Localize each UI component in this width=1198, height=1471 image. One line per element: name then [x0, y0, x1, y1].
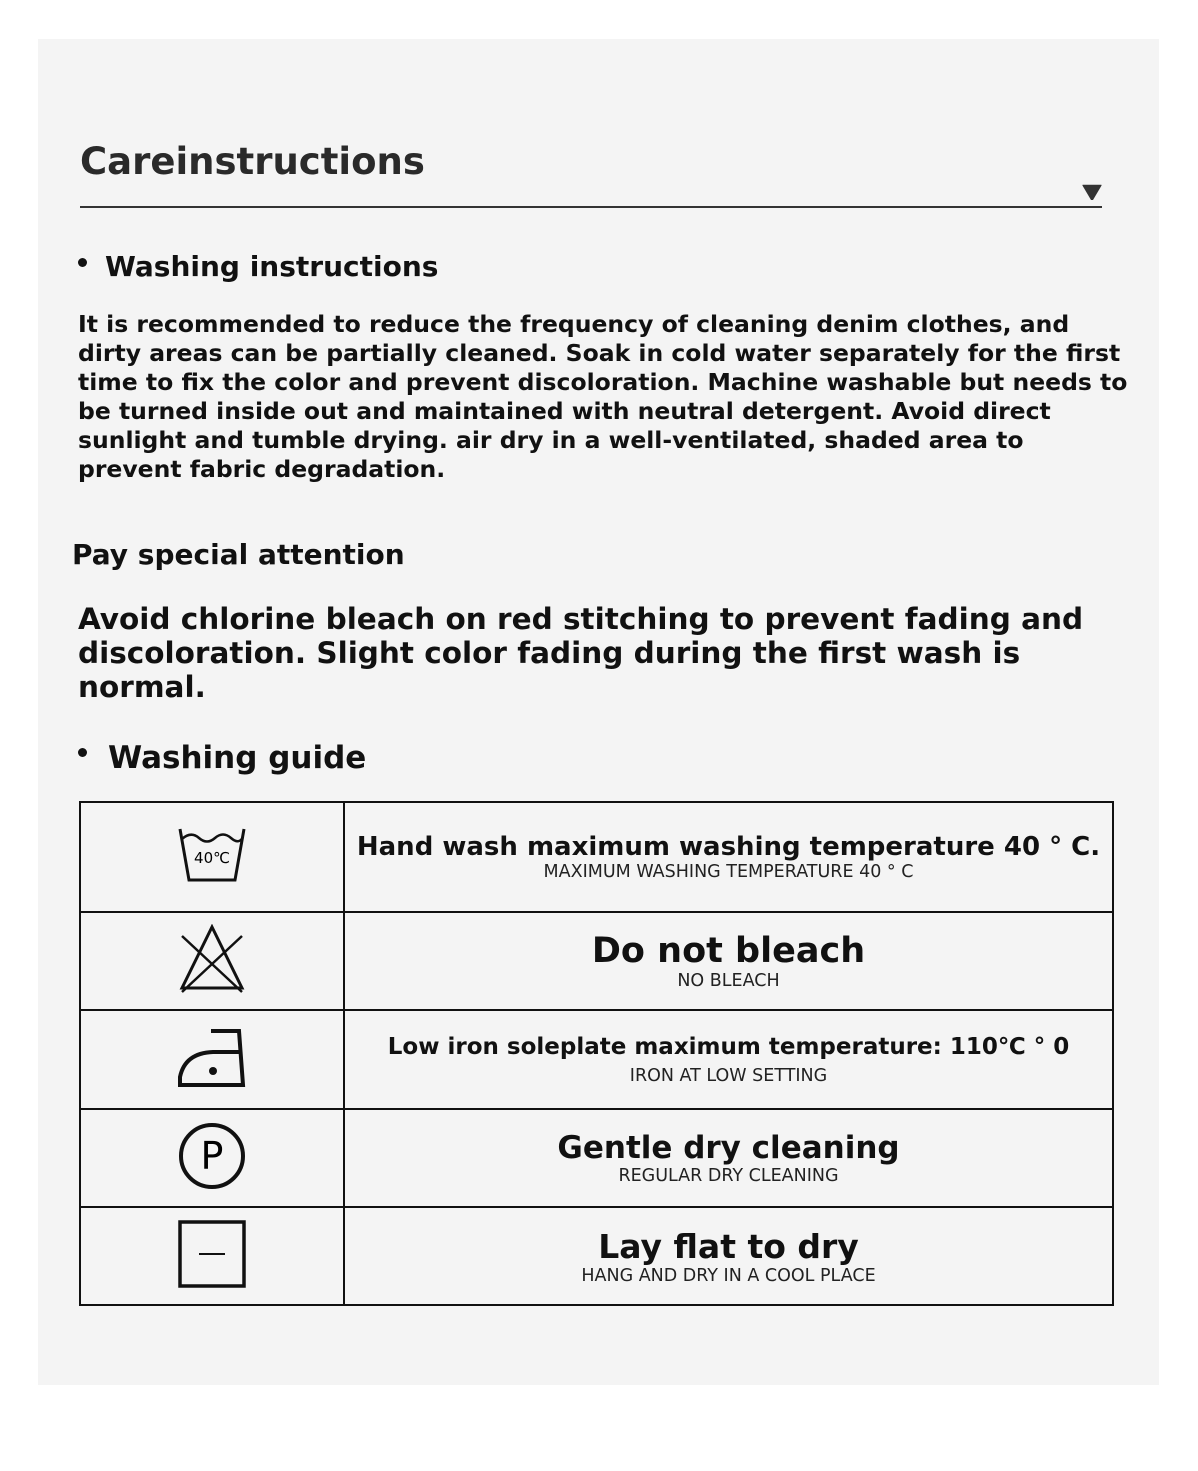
svg-text:P: P: [200, 1134, 224, 1178]
row-subtitle: HANG AND DRY IN A COOL PLACE: [581, 1265, 876, 1286]
hand-wash-40-icon: [177, 825, 247, 885]
bullet-icon: [78, 258, 87, 267]
page-title: Careinstructions: [80, 140, 425, 183]
table-row: [80, 1109, 1113, 1207]
divider: [80, 206, 1102, 208]
svg-text:40℃: 40℃: [194, 849, 230, 867]
iron-low-icon: [177, 1027, 247, 1089]
row-title: Hand wash maximum washing temperature 40 ° C.: [356, 832, 1101, 862]
row-title: Do not bleach: [591, 931, 866, 971]
row-title: Gentle dry cleaning: [557, 1130, 900, 1166]
row-subtitle: NO BLEACH: [677, 971, 780, 991]
table-row: [80, 1207, 1113, 1305]
table-row: [80, 912, 1113, 1010]
row-subtitle: MAXIMUM WASHING TEMPERATURE 40 ° C: [543, 862, 914, 882]
row-subtitle: REGULAR DRY CLEANING: [618, 1166, 839, 1186]
washing-guide-heading: Washing guide: [108, 740, 367, 776]
no-bleach-icon: [179, 924, 245, 994]
attention-heading: Pay special attention: [72, 538, 405, 571]
row-subtitle: IRON AT LOW SETTING: [629, 1065, 828, 1086]
bullet-icon: [78, 748, 87, 757]
dry-clean-p-icon: [177, 1121, 247, 1191]
table-row: [80, 1010, 1113, 1109]
table-row: [80, 802, 1113, 912]
dry-flat-icon: [177, 1219, 247, 1289]
row-title: Lay flat to dry: [598, 1226, 859, 1266]
washing-instructions-heading: Washing instructions: [105, 250, 439, 283]
washing-guide-table: [79, 801, 1114, 1306]
row-title: Low iron soleplate maximum temperature: 110℃ ° 0: [387, 1033, 1070, 1060]
attention-text: Avoid chlorine bleach on red stitching to prevent fading and discoloration. Slight color fading during the first wash is normal.: [78, 602, 1084, 704]
washing-instructions-text: It is recommended to reduce the frequency of cleaning denim clothes, and dirty areas can be partially cleaned. Soak in cold water separately for the first time to fix the color and prevent discoloration. Machine washable but needs to be turned inside out and maintained with neutral detergent. Avoid direct sunlight and tumble drying. air dry in a well-ventilated, shaded area to prevent fabric degradation.: [78, 310, 1128, 483]
